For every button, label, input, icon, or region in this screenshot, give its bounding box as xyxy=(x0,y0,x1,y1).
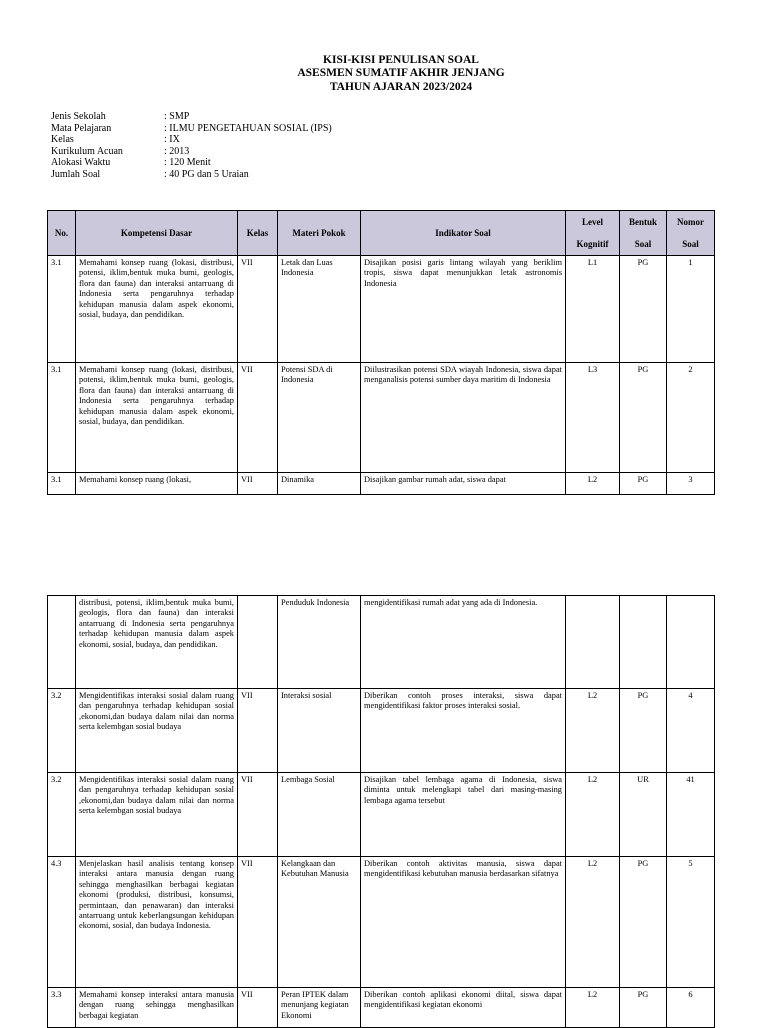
kisi-kisi-table-continued xyxy=(47,595,715,1028)
cell-level-kognitif: L2 xyxy=(566,857,620,988)
cell-materi-pokok: Penduduk Indonesia xyxy=(278,596,361,689)
cell-bentuk-soal: PG xyxy=(620,988,667,1028)
cell-kompetensi-dasar: Mengidentifikas interaksi sosial dalam ruang dan pengaruhnya terhadap kehidupan sosial ,ekonomi,dan budaya dalam nilai dan norma serta kelembgan sosial budaya xyxy=(76,689,238,773)
cell-kelas: VII xyxy=(238,857,278,988)
kisi-kisi-table xyxy=(47,210,715,495)
header-bentuk-line1: Bentuk xyxy=(628,217,657,227)
table-row xyxy=(48,256,715,363)
cell-no xyxy=(48,596,76,689)
cell-no: 3.1 xyxy=(48,363,76,473)
cell-level-kognitif: L2 xyxy=(566,773,620,857)
info-value: : IX xyxy=(164,134,180,146)
cell-indikator-soal: Disajikan tabel lembaga agama di Indonesia, siswa diminta untuk melengkapi tabel dari masing-masing lembaga agama tersebut xyxy=(361,773,566,857)
cell-materi-pokok: Interaksi sosial xyxy=(278,689,361,773)
cell-indikator-soal: Diberikan contoh aktivitas manusia, siswa dapat mengidentifikasi kebutuhan manusia berdasarkan sifatnya xyxy=(361,857,566,988)
info-row xyxy=(51,169,332,181)
cell-kelas: VII xyxy=(238,988,278,1028)
info-label: Kurikulum Acuan xyxy=(51,145,123,157)
cell-materi-pokok: Letak dan Luas Indonesia xyxy=(278,256,361,363)
info-value: : SMP xyxy=(164,111,190,122)
cell-indikator-soal: Diilustrasikan potensi SDA wiayah Indonesia, siswa dapat menganalisis potensi sumber daya maritim di Indonesia xyxy=(361,363,566,473)
cell-bentuk-soal: PG xyxy=(620,857,667,988)
cell-level-kognitif: L2 xyxy=(566,689,620,773)
cell-materi-pokok: Peran IPTEK dalam menunjang kegiatan Ekonomi xyxy=(278,988,361,1028)
cell-nomor-soal: 3 xyxy=(667,473,715,495)
cell-materi-pokok: Dinamika xyxy=(278,473,361,495)
header-level-line2: Kognitif xyxy=(576,239,609,249)
info-row xyxy=(51,146,332,158)
cell-bentuk-soal xyxy=(620,596,667,689)
cell-indikator-soal: mengidentifikasi rumah adat yang ada di Indonesia. xyxy=(361,596,566,689)
info-row xyxy=(51,111,332,123)
cell-nomor-soal: 2 xyxy=(667,363,715,473)
header-no: No. xyxy=(48,211,76,256)
cell-nomor-soal: 41 xyxy=(667,773,715,857)
cell-no: 3.1 xyxy=(48,473,76,495)
cell-kompetensi-dasar: Mengidentifikas interaksi sosial dalam ruang dan pengaruhnya terhadap kehidupan sosial ,ekonomi,dan budaya dalam nilai dan norma serta kelembgan sosial budaya xyxy=(76,773,238,857)
info-label: Jumlah Soal xyxy=(51,168,101,180)
cell-level-kognitif: L1 xyxy=(566,256,620,363)
cell-no: 3.2 xyxy=(48,689,76,773)
info-value: : 2013 xyxy=(164,145,190,157)
header-nomor-line1: Nomor xyxy=(677,217,704,227)
cell-bentuk-soal: PG xyxy=(620,473,667,495)
info-row xyxy=(51,157,332,169)
cell-kompetensi-dasar: Memahami konsep ruang (lokasi, xyxy=(76,473,238,495)
cell-kompetensi-dasar: Memahami konsep ruang (lokasi, distribusi, potensi, iklim,bentuk muka bumi, geologis, flora dan fauna) dan interaksi antarruang di Indonesia serta pengaruhnya terhadap kehidupan manusia dalam aspek ekonomi, sosial, budaya, dan pendidikan. xyxy=(76,256,238,363)
info-row xyxy=(51,134,332,146)
cell-level-kognitif: L3 xyxy=(566,363,620,473)
info-label: Mata Pelajaran xyxy=(51,122,112,134)
cell-kelas xyxy=(238,596,278,689)
header-materi-pokok: Materi Pokok xyxy=(278,211,361,256)
cell-indikator-soal: Disajikan gambar rumah adat, siswa dapat xyxy=(361,473,566,495)
info-value: : ILMU PENGETAHUAN SOSIAL (IPS) xyxy=(164,122,332,134)
table-row xyxy=(48,363,715,473)
header-level-kognitif xyxy=(566,211,620,256)
cell-level-kognitif: L2 xyxy=(566,988,620,1028)
cell-indikator-soal: Diberikan contoh aplikasi ekonomi diital, siswa dapat mengidentifikasi kegiatan ekonomi xyxy=(361,988,566,1028)
table-row xyxy=(48,473,715,495)
cell-kelas: VII xyxy=(238,256,278,363)
cell-nomor-soal: 6 xyxy=(667,988,715,1028)
cell-materi-pokok: Kelangkaan dan Kebutuhan Manusia xyxy=(278,857,361,988)
cell-indikator-soal: Disajikan posisi garis lintang wilayah yang beriklim tropis, siswa dapat menunjukkan letak astronomis Indonesia xyxy=(361,256,566,363)
header-nomor-soal xyxy=(667,211,715,256)
info-value: : 120 Menit xyxy=(164,157,211,169)
cell-bentuk-soal: PG xyxy=(620,363,667,473)
info-label: Jenis Sekolah xyxy=(51,111,106,122)
header-kelas: Kelas xyxy=(238,211,278,256)
table-row xyxy=(48,857,715,988)
cell-bentuk-soal: PG xyxy=(620,689,667,773)
cell-kelas: VII xyxy=(238,473,278,495)
cell-no: 3.2 xyxy=(48,773,76,857)
info-label: Kelas xyxy=(51,134,74,146)
header-kompetensi-dasar: Kompetensi Dasar xyxy=(76,211,238,256)
table-header-row xyxy=(48,211,715,256)
header-nomor-line2: Soal xyxy=(682,239,699,249)
cell-level-kognitif: L2 xyxy=(566,473,620,495)
cell-nomor-soal: 5 xyxy=(667,857,715,988)
doc-title-line2: ASESMEN SUMATIF AKHIR JENJANG xyxy=(297,67,505,79)
header-bentuk-line2: Soal xyxy=(634,239,652,249)
header-indikator-soal: Indikator Soal xyxy=(361,211,566,256)
info-value: : 40 PG dan 5 Uraian xyxy=(164,168,249,180)
cell-nomor-soal: 4 xyxy=(667,689,715,773)
table-row xyxy=(48,773,715,857)
table-row xyxy=(48,689,715,773)
cell-kompetensi-dasar: Memahami konsep interaksi antara manusia dengan ruang sehingga menghasilkan berbagai kegiatan xyxy=(76,988,238,1028)
cell-materi-pokok: Lembaga Sosial xyxy=(278,773,361,857)
document-info xyxy=(51,111,332,181)
cell-materi-pokok: Potensi SDA di Indonesia xyxy=(278,363,361,473)
header-level-line1: Level xyxy=(582,217,603,227)
cell-nomor-soal: 1 xyxy=(667,256,715,363)
info-row xyxy=(51,123,332,135)
cell-indikator-soal: Diberikan contoh proses interaksi, siswa dapat mengidentifikasi faktor proses interaksi sosial. xyxy=(361,689,566,773)
cell-bentuk-soal: UR xyxy=(620,773,667,857)
cell-no: 4.3 xyxy=(48,857,76,988)
cell-level-kognitif xyxy=(566,596,620,689)
cell-kompetensi-dasar: distribusi, potensi, iklim,bentuk muka bumi, geologis, flora dan fauna) dan interaksi antarruang di Indonesia serta pengaruhnya terhadap kehidupan manusia dalam aspek ekonomi, sosial, budaya, dan pendidikan. xyxy=(76,596,238,689)
doc-title-line3: TAHUN AJARAN 2023/2024 xyxy=(329,81,473,93)
cell-bentuk-soal: PG xyxy=(620,256,667,363)
cell-no: 3.3 xyxy=(48,988,76,1028)
table-row xyxy=(48,988,715,1028)
header-bentuk-soal xyxy=(620,211,667,256)
cell-kelas: VII xyxy=(238,363,278,473)
cell-kompetensi-dasar: Menjelaskan hasil analisis tentang konsep interaksi antara manusia dengan ruang sehingga menghasilkan berbagai kegiatan ekonomi (produksi, distribusi, konsumsi, permintaan, dan penawaran) dan interaksi antarruang untuk keberlangsungan kehidupan ekonomi, sosial, dan budaya Indonesia. xyxy=(76,857,238,988)
cell-kelas: VII xyxy=(238,773,278,857)
doc-title-line1: KISI-KISI PENULISAN SOAL xyxy=(323,54,479,66)
cell-kelas: VII xyxy=(238,689,278,773)
cell-kompetensi-dasar: Memahami konsep ruang (lokasi, distribusi, potensi, iklim,bentuk muka bumi, geologis, flora dan fauna) dan interaksi antarruang di Indonesia serta pengaruhnya terhadap kehidupan manusia dalam aspek ekonomi, sosial, budaya, dan pendidikan. xyxy=(76,363,238,473)
cell-nomor-soal xyxy=(667,596,715,689)
cell-no: 3.1 xyxy=(48,256,76,363)
info-label: Alokasi Waktu xyxy=(51,157,111,169)
table-row xyxy=(48,596,715,689)
